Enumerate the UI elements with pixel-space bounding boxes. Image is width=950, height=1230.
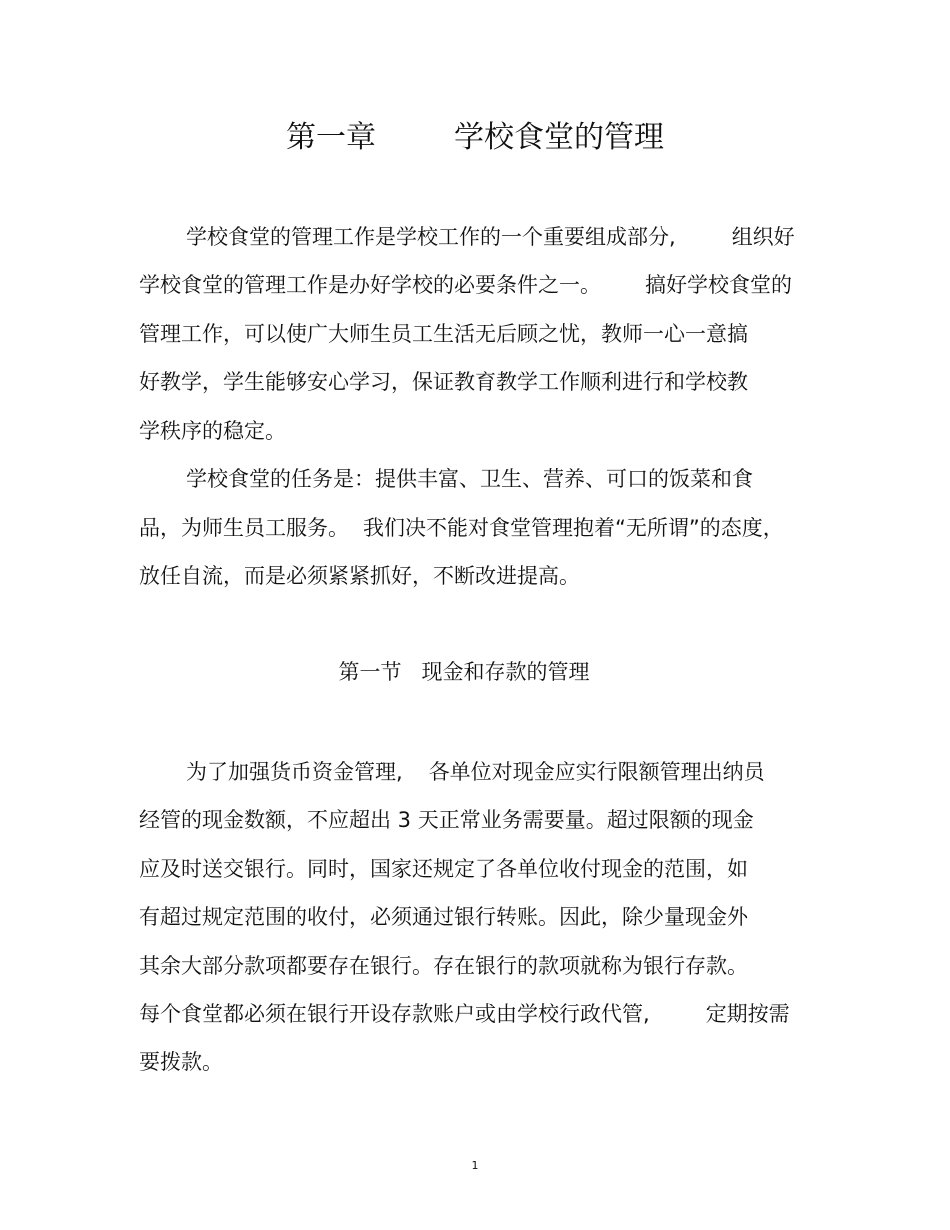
section-paragraph-line-4: 有超过规定范围的收付，必须通过银行转账。因此，除少量现金外 <box>139 905 748 929</box>
section-number: 第一节 <box>338 660 402 684</box>
section-paragraph-line-2: 经管的现金数额，不应超出 3 天正常业务需要量。超过限额的现金 <box>139 808 754 832</box>
paragraph-1-line-4: 好教学，学生能够安心学习，保证教育教学工作顺利进行和学校教 <box>139 370 748 394</box>
chapter-name: 学校食堂的管理 <box>454 120 664 155</box>
section-paragraph-line-3: 应及时送交银行。同时，国家还规定了各单位收付现金的范围，如 <box>139 857 748 881</box>
section-paragraph-line-5: 其余大部分款项都要存在银行。存在银行的款项就称为银行存款。 <box>139 954 748 978</box>
section-paragraph-line-7: 要拨款。 <box>139 1050 223 1074</box>
page-number: 1 <box>471 1159 479 1172</box>
section-name: 现金和存款的管理 <box>421 660 590 684</box>
section-paragraph-line-1: 为了加强货币资金管理, 各单位对现金应实行限额管理出纳员 <box>186 760 765 784</box>
paragraph-1-line-1: 学校食堂的管理工作是学校工作的一个重要组成部分, 组织好 <box>186 225 795 249</box>
section-title <box>0 655 928 689</box>
chapter-title <box>0 116 950 160</box>
paragraph-2-line-1: 学校食堂的任务是：提供丰富、卫生、营养、可口的饭菜和食 <box>186 467 753 491</box>
paragraph-2-line-2: 品，为师生员工服务。 我们决不能对食堂管理抱着“无所谓”的态度， <box>139 516 784 540</box>
paragraph-1-line-3: 管理工作，可以使广大师生员工生活无后顾之忧，教师一心一意搞 <box>139 322 748 346</box>
paragraph-1-line-2: 学校食堂的管理工作是办好学校的必要条件之一。 搞好学校食堂的 <box>139 273 792 297</box>
section-paragraph-line-6: 每个食堂都必须在银行开设存款账户或由学校行政代管, 定期按需 <box>139 1002 790 1026</box>
paragraph-2-line-3: 放任自流，而是必须紧紧抓好，不断改进提高。 <box>139 564 580 588</box>
chapter-number: 第一章 <box>286 120 376 155</box>
paragraph-1-line-5: 学秩序的稳定。 <box>139 419 286 443</box>
